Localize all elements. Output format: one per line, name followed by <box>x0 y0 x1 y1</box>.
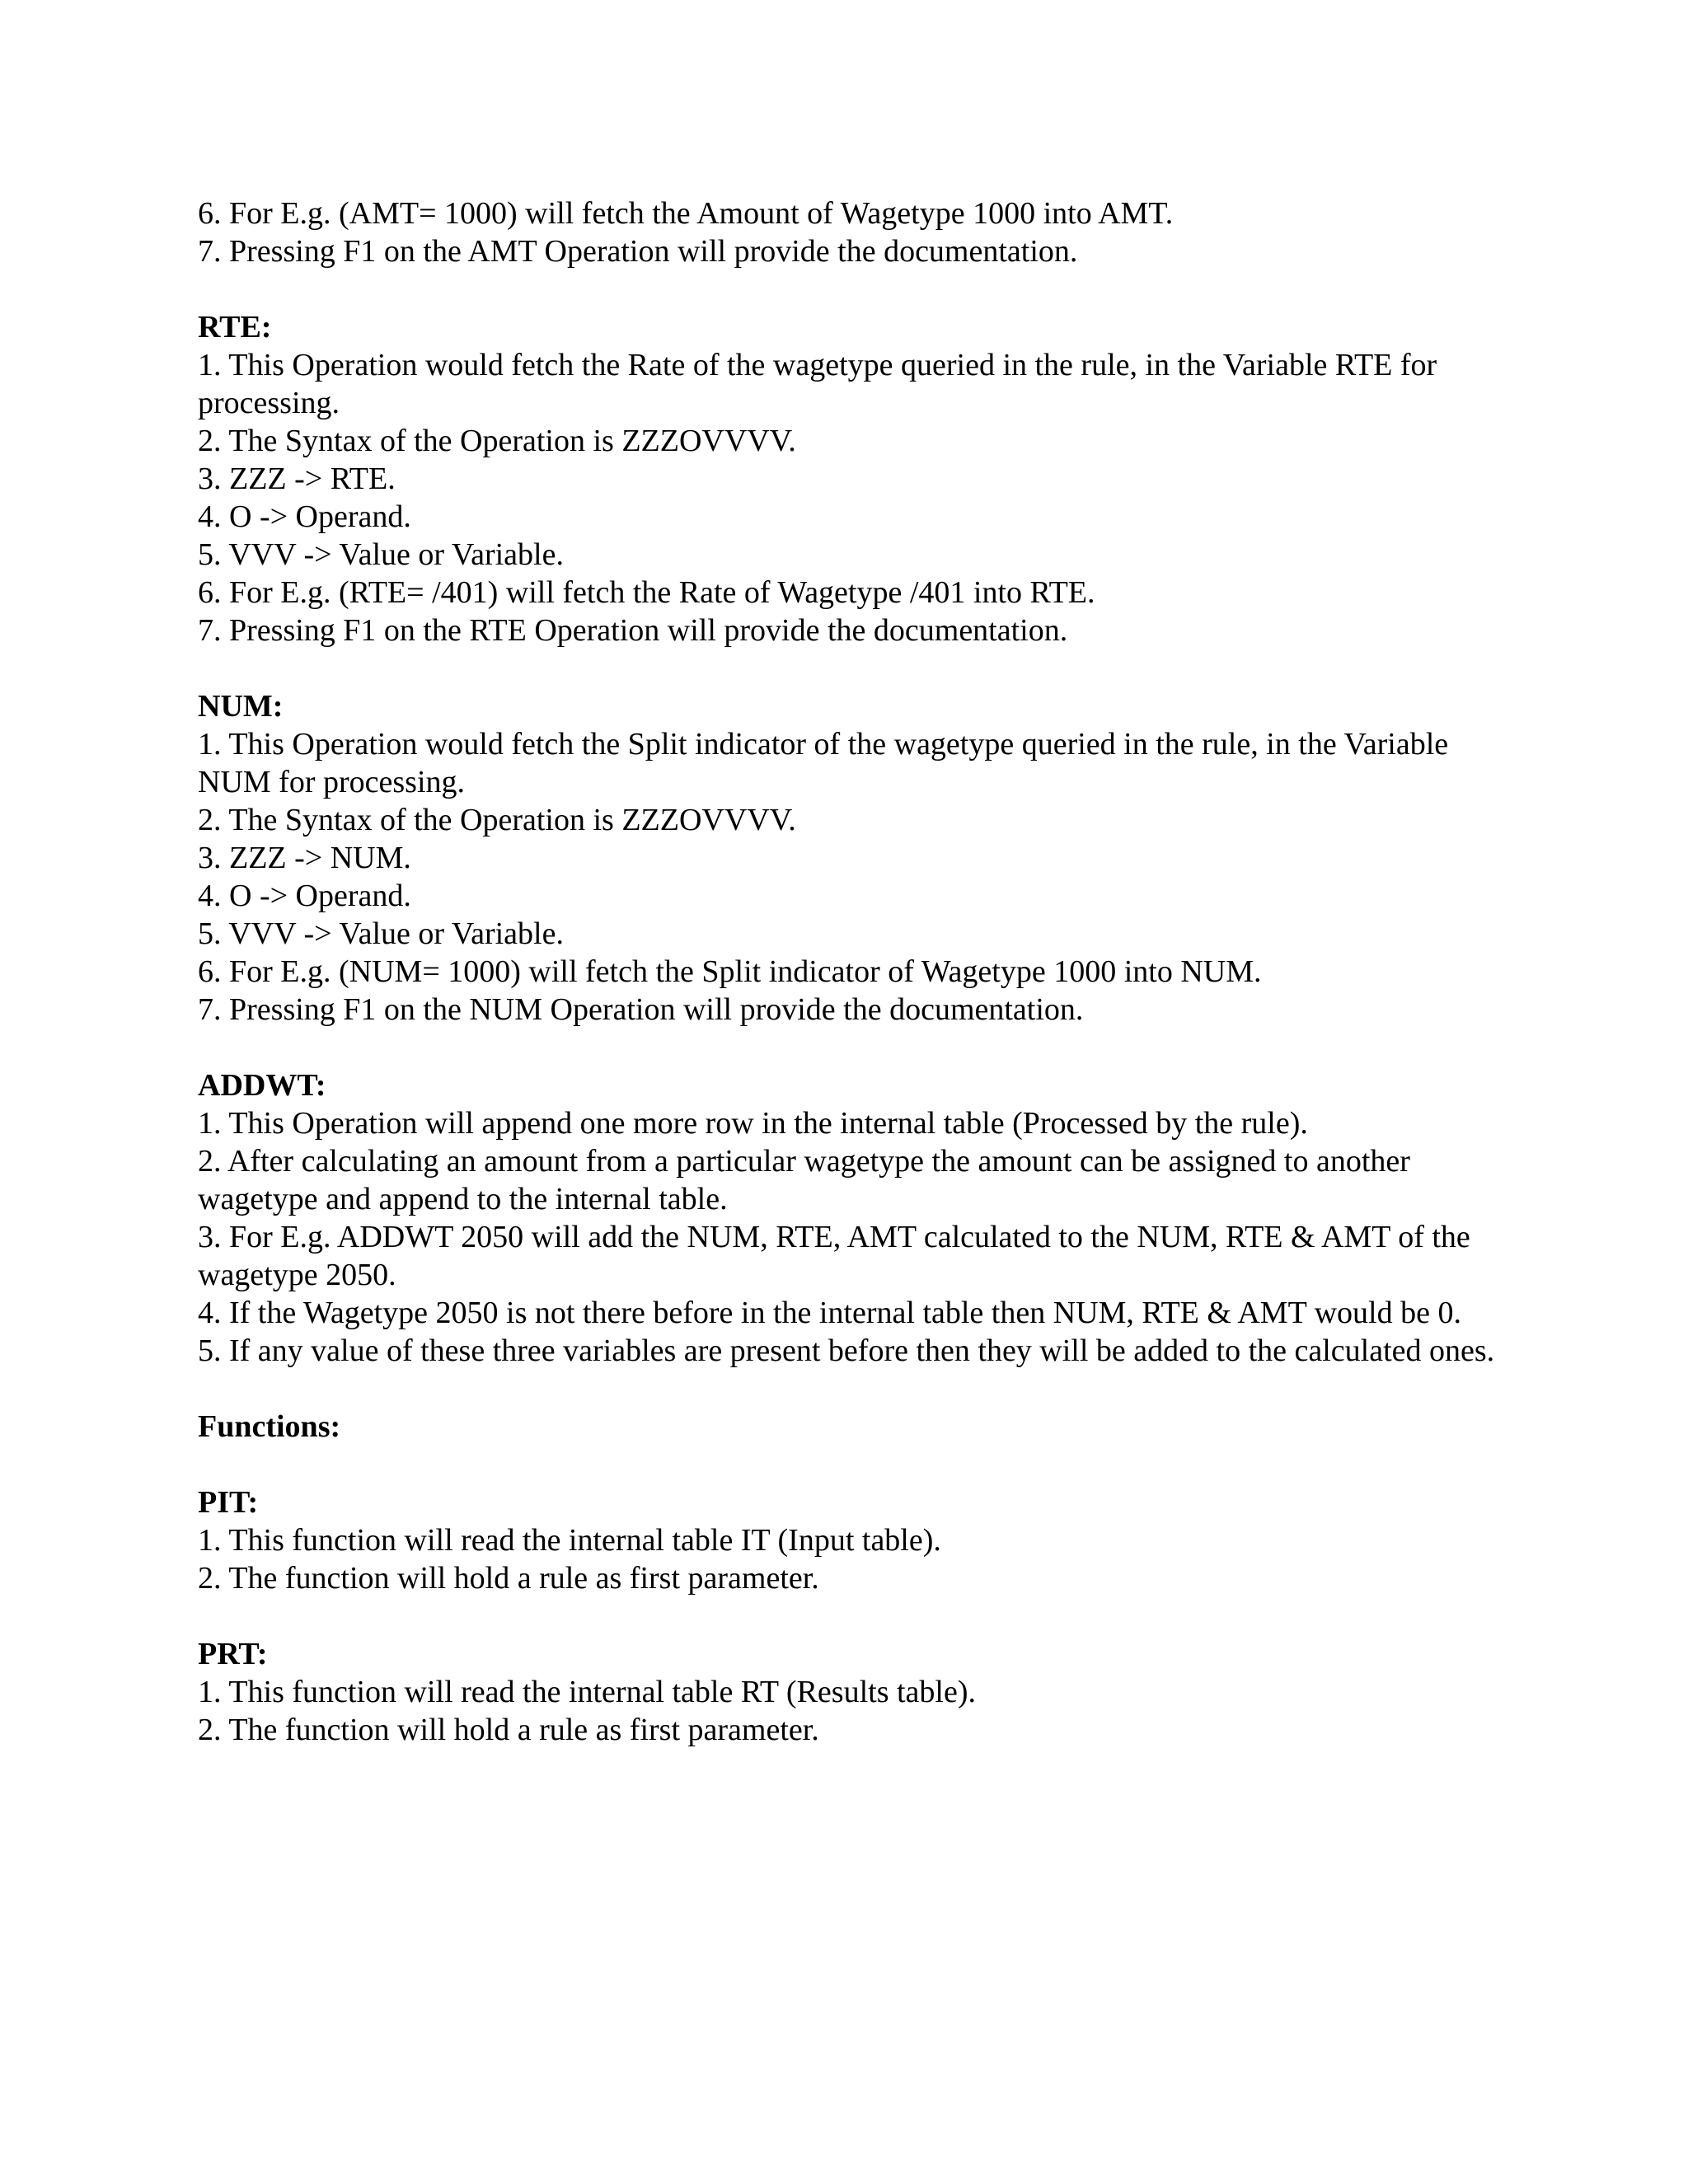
addwt-section <box>198 1066 1500 1370</box>
amt-continuation <box>198 194 1500 270</box>
pit-heading: PIT: <box>198 1485 259 1520</box>
list-item: 3. ZZZ -> NUM. <box>198 841 411 875</box>
list-item: 1. This function will read the internal table IT (Input table). <box>198 1523 941 1558</box>
list-item: 2. The Syntax of the Operation is ZZZOVVVV. <box>198 424 796 458</box>
list-item: 6. For E.g. (RTE= /401) will fetch the Rate of Wagetype /401 into RTE. <box>198 575 1095 610</box>
list-item: 2. The function will hold a rule as first parameter. <box>198 1561 819 1596</box>
rte-section <box>198 308 1500 649</box>
list-item: 7. Pressing F1 on the RTE Operation will provide the documentation. <box>198 613 1068 648</box>
list-item: 4. O -> Operand. <box>198 879 411 913</box>
functions-section <box>198 1408 1500 1446</box>
num-section <box>198 687 1500 1029</box>
list-item: 4. If the Wagetype 2050 is not there before in the internal table then NUM, RTE & AMT would be 0. <box>198 1296 1461 1330</box>
rte-heading: RTE: <box>198 310 272 344</box>
list-item: 6. For E.g. (AMT= 1000) will fetch the Amount of Wagetype 1000 into AMT. <box>198 196 1174 231</box>
list-item: 7. Pressing F1 on the AMT Operation will provide the documentation. <box>198 234 1078 269</box>
list-item: 2. The function will hold a rule as first parameter. <box>198 1713 819 1747</box>
list-item: 1. This function will read the internal table RT (Results table). <box>198 1675 976 1709</box>
list-item: 3. ZZZ -> RTE. <box>198 462 396 496</box>
list-item: 2. The Syntax of the Operation is ZZZOVVVV. <box>198 803 796 837</box>
num-heading: NUM: <box>198 689 284 724</box>
list-item: 5. If any value of these three variables are present before then they will be added to the calculated ones. <box>198 1333 1495 1368</box>
list-item: 2. After calculating an amount from a particular wagetype the amount can be assigned to another wagetype and append to the internal table. <box>198 1144 1410 1216</box>
list-item: 6. For E.g. (NUM= 1000) will fetch the Split indicator of Wagetype 1000 into NUM. <box>198 954 1262 989</box>
list-item: 5. VVV -> Value or Variable. <box>198 537 564 572</box>
list-item: 1. This Operation will append one more row in the internal table (Processed by the rule). <box>198 1106 1308 1141</box>
list-item: 5. VVV -> Value or Variable. <box>198 916 564 951</box>
document-body <box>198 194 1500 1749</box>
functions-heading: Functions: <box>198 1409 341 1444</box>
prt-heading: PRT: <box>198 1637 268 1671</box>
prt-section <box>198 1635 1500 1749</box>
list-item: 3. For E.g. ADDWT 2050 will add the NUM, RTE, AMT calculated to the NUM, RTE & AMT of the wagetype 2050. <box>198 1220 1470 1292</box>
list-item: 4. O -> Operand. <box>198 499 411 534</box>
list-item: 1. This Operation would fetch the Split indicator of the wagetype queried in the rule, in the Variable NUM for processing. <box>198 727 1449 799</box>
list-item: 7. Pressing F1 on the NUM Operation will provide the documentation. <box>198 992 1084 1027</box>
addwt-heading: ADDWT: <box>198 1068 326 1103</box>
list-item: 1. This Operation would fetch the Rate of the wagetype queried in the rule, in the Variable RTE for processing. <box>198 348 1437 420</box>
pit-section <box>198 1483 1500 1597</box>
